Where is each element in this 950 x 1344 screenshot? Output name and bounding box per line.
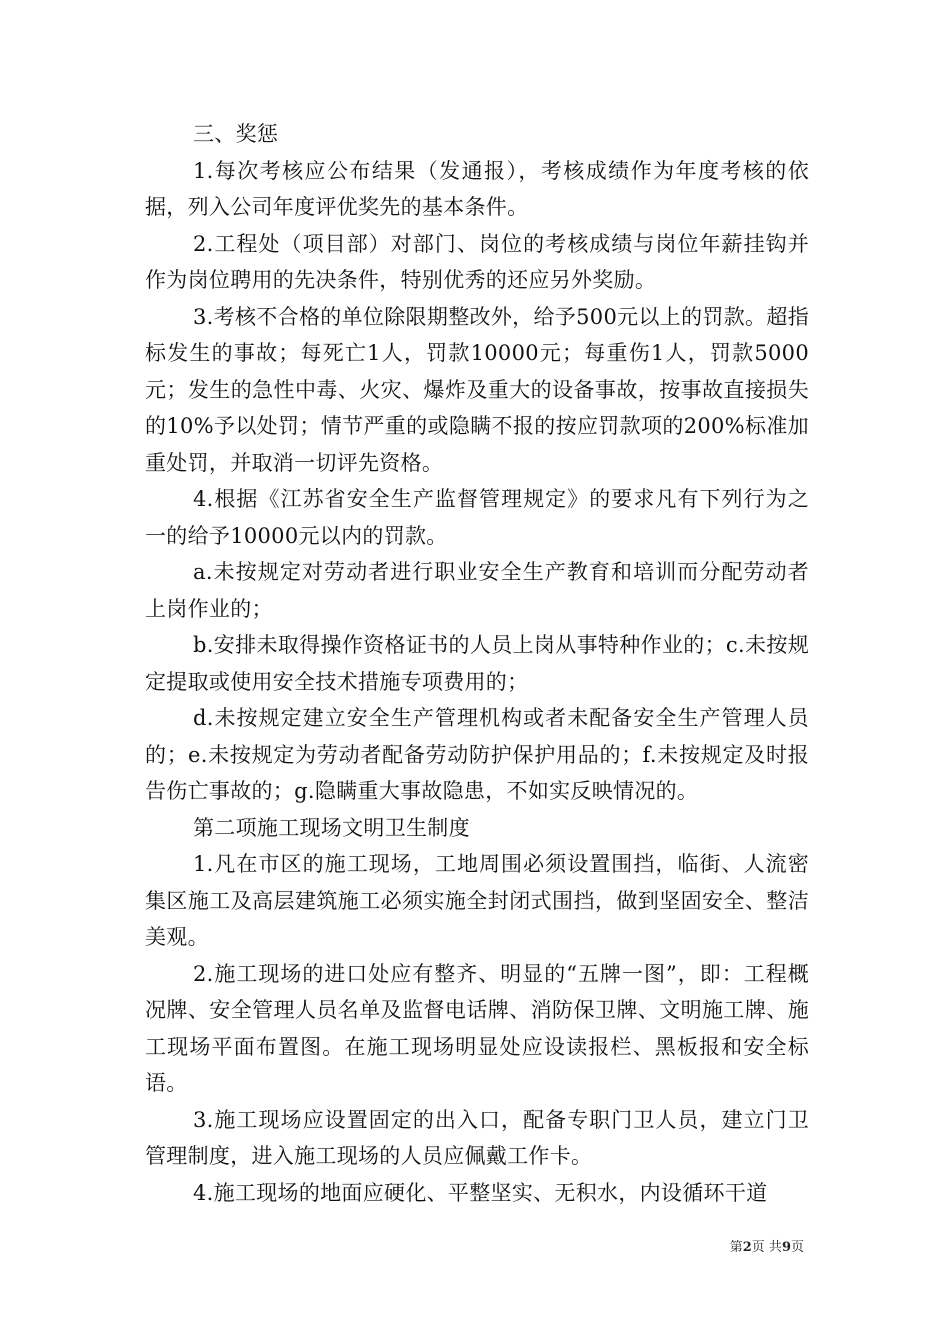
list-item: d.未按规定建立安全生产管理机构或者未配备安全生产管理人员的；e.未按规定为劳动者配备劳动防护保护用品的；f.未按规定及时报告伤亡事故的；g.隐瞒重大事故隐患，不如实反映情况的。 [145,706,809,803]
document-body [145,116,809,1211]
paragraph: 1.凡在市区的施工现场，工地周围必须设置围挡，临街、人流密集区施工及高层建筑施工必须实施全封闭式围挡，做到坚固安全、整洁美观。 [145,852,809,949]
paragraph: 2.工程处（项目部）对部门、岗位的考核成绩与岗位年薪挂钩并作为岗位聘用的先决条件，特别优秀的还应另外奖励。 [145,231,809,292]
page-footer [730,1236,804,1255]
total-pages-number: 9 [781,1240,791,1255]
footer-middle: 页 共 [751,1240,782,1255]
paragraph: 2.施工现场的进口处应有整齐、明显的“五牌一图”，即：工程概况牌、安全管理人员名单及监督电话牌、消防保卫牌、文明施工牌、施工现场平面布置图。在施工现场明显处应设读报栏、黑板报和安全标语。 [145,961,809,1095]
paragraph: 3.考核不合格的单位除限期整改外，给予500元以上的罚款。超指标发生的事故；每死亡1人，罚款10000元；每重伤1人，罚款5000元；发生的急性中毒、火灾、爆炸及重大的设备事故，按事故直接损失的10%予以处罚；情节严重的或隐瞒不报的按应罚款项的200%标准加重处罚，并取消一切评先资格。 [145,304,809,475]
paragraph: 4.施工现场的地面应硬化、平整坚实、无积水，内设循环干道 [193,1180,768,1205]
paragraph: 1.每次考核应公布结果（发通报），考核成绩作为年度考核的依据，列入公司年度评优奖先的基本条件。 [145,158,809,219]
current-page-number: 2 [742,1240,752,1255]
paragraph: 4.根据《江苏省安全生产监督管理规定》的要求凡有下列行为之一的给予10000元以内的罚款。 [145,487,809,548]
footer-suffix: 页 [790,1240,804,1255]
paragraph: 3.施工现场应设置固定的出入口，配备专职门卫人员，建立门卫管理制度，进入施工现场的人员应佩戴工作卡。 [145,1107,809,1168]
list-item: b.安排未取得操作资格证书的人员上岗从事特种作业的；c.未按规定提取或使用安全技术措施专项费用的； [145,633,809,694]
list-item: a.未按规定对劳动者进行职业安全生产教育和培训而分配劳动者上岗作业的； [145,560,809,621]
footer-prefix: 第 [729,1240,743,1255]
section-heading: 三、奖惩 [193,122,279,146]
section-heading: 第二项施工现场文明卫生制度 [193,815,470,840]
